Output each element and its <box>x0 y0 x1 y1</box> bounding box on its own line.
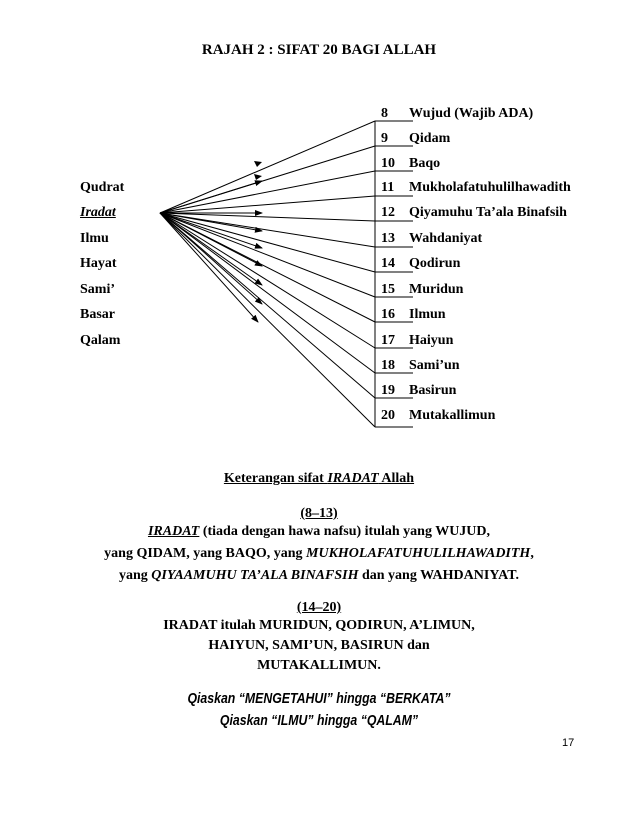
block1-line3 <box>0 568 638 584</box>
em-text: MUKHOLAFATUHULILHAWADITH <box>306 546 531 561</box>
block2-line1: IRADAT itulah MURIDUN, QODIRUN, A’LIMUN, <box>163 618 475 633</box>
range-1: (8–13) <box>300 506 338 521</box>
left-word-hayat: Hayat <box>80 256 117 271</box>
block2-line3: MUTAKALLIMUN. <box>257 658 381 673</box>
left-word-qalam: Qalam <box>80 333 121 348</box>
block1-line2 <box>0 546 638 562</box>
sifat-number: 14 <box>381 256 395 271</box>
text: yang <box>118 568 152 583</box>
fan-line <box>160 213 375 427</box>
block1-line1 <box>0 524 638 540</box>
keterangan-em: IRADAT <box>327 471 379 486</box>
sifat-name: Basirun <box>409 383 457 398</box>
sifat-name: Mutakallimun <box>409 408 496 423</box>
sifat-number: 20 <box>381 408 395 423</box>
keterangan-prefix: Keterangan sifat <box>223 471 328 486</box>
arrowhead <box>254 174 262 180</box>
text: dan yang WAHDANIYAT. <box>358 568 520 583</box>
sifat-number: 15 <box>381 282 395 297</box>
left-word-basar: Basar <box>80 307 115 322</box>
fan-line <box>160 196 375 213</box>
sifat-name: Ilmun <box>409 307 446 322</box>
text: , <box>530 546 534 561</box>
sifat-number: 8 <box>381 106 388 121</box>
keterangan-text <box>224 471 414 486</box>
block2-line2: HAIYUN, SAMI’UN, BASIRUN dan <box>208 638 430 653</box>
sifat-name: Qidam <box>409 131 451 146</box>
page-number: 17 <box>562 737 575 749</box>
fan-line <box>160 213 375 297</box>
qiaskan-line-1: Qiaskan “MENGETAHUI” hingga “BERKATA” <box>187 690 451 707</box>
fan-line <box>160 213 375 221</box>
sifat-name: Mukholafatuhulilhawadith <box>409 180 571 195</box>
sifat-number: 17 <box>381 333 395 348</box>
sifat-name: Baqo <box>409 156 441 171</box>
arrow-qudrat <box>160 181 262 213</box>
em-text: QIYAAMUHU TA’ALA BINAFSIH <box>151 568 359 583</box>
left-word-qudrat: Qudrat <box>80 180 125 195</box>
range-2: (14–20) <box>296 600 342 615</box>
arrow-basar <box>160 213 262 285</box>
em-iradat: IRADAT <box>147 524 200 539</box>
sifat-number: 9 <box>381 131 388 146</box>
sifat-name: Qodirun <box>409 256 461 271</box>
keterangan-heading <box>0 471 638 487</box>
qiaskan-line-2: Qiaskan “ILMU” hingga “QALAM” <box>219 712 419 729</box>
sifat-number: 12 <box>381 205 395 220</box>
sifat-number: 11 <box>381 180 395 195</box>
sifat-name: Sami’un <box>409 358 460 373</box>
page-title: RAJAH 2 : SIFAT 20 BAGI ALLAH <box>201 42 437 58</box>
sifat-number: 10 <box>381 156 395 171</box>
left-word-iradat: Iradat <box>80 205 116 220</box>
left-word-sami: Sami’ <box>80 282 115 297</box>
sifat-name: Wahdaniyat <box>409 231 483 246</box>
sifat-name: Qiyamuhu Ta’ala Binafsih <box>409 205 567 220</box>
sifat-name: Muridun <box>409 282 464 297</box>
left-word-ilmu: Ilmu <box>80 231 109 246</box>
fan-line <box>160 213 375 272</box>
arrowhead <box>254 161 262 167</box>
sifat-number: 19 <box>381 383 395 398</box>
fan-line <box>160 213 375 348</box>
keterangan-suffix: Allah <box>378 471 415 486</box>
fan-line <box>160 171 375 213</box>
text: (tiada dengan hawa nafsu) itulah yang WUJUD, <box>199 524 491 539</box>
text: yang QIDAM, yang BAQO, yang <box>104 546 307 561</box>
fan-line <box>160 213 375 373</box>
sifat-name: Wujud (Wajib ADA) <box>409 106 534 121</box>
sifat-number: 18 <box>381 358 395 373</box>
fan-line <box>160 121 375 213</box>
sifat-number: 16 <box>381 307 395 322</box>
sifat-number: 13 <box>381 231 395 246</box>
sifat-name: Haiyun <box>409 333 454 348</box>
